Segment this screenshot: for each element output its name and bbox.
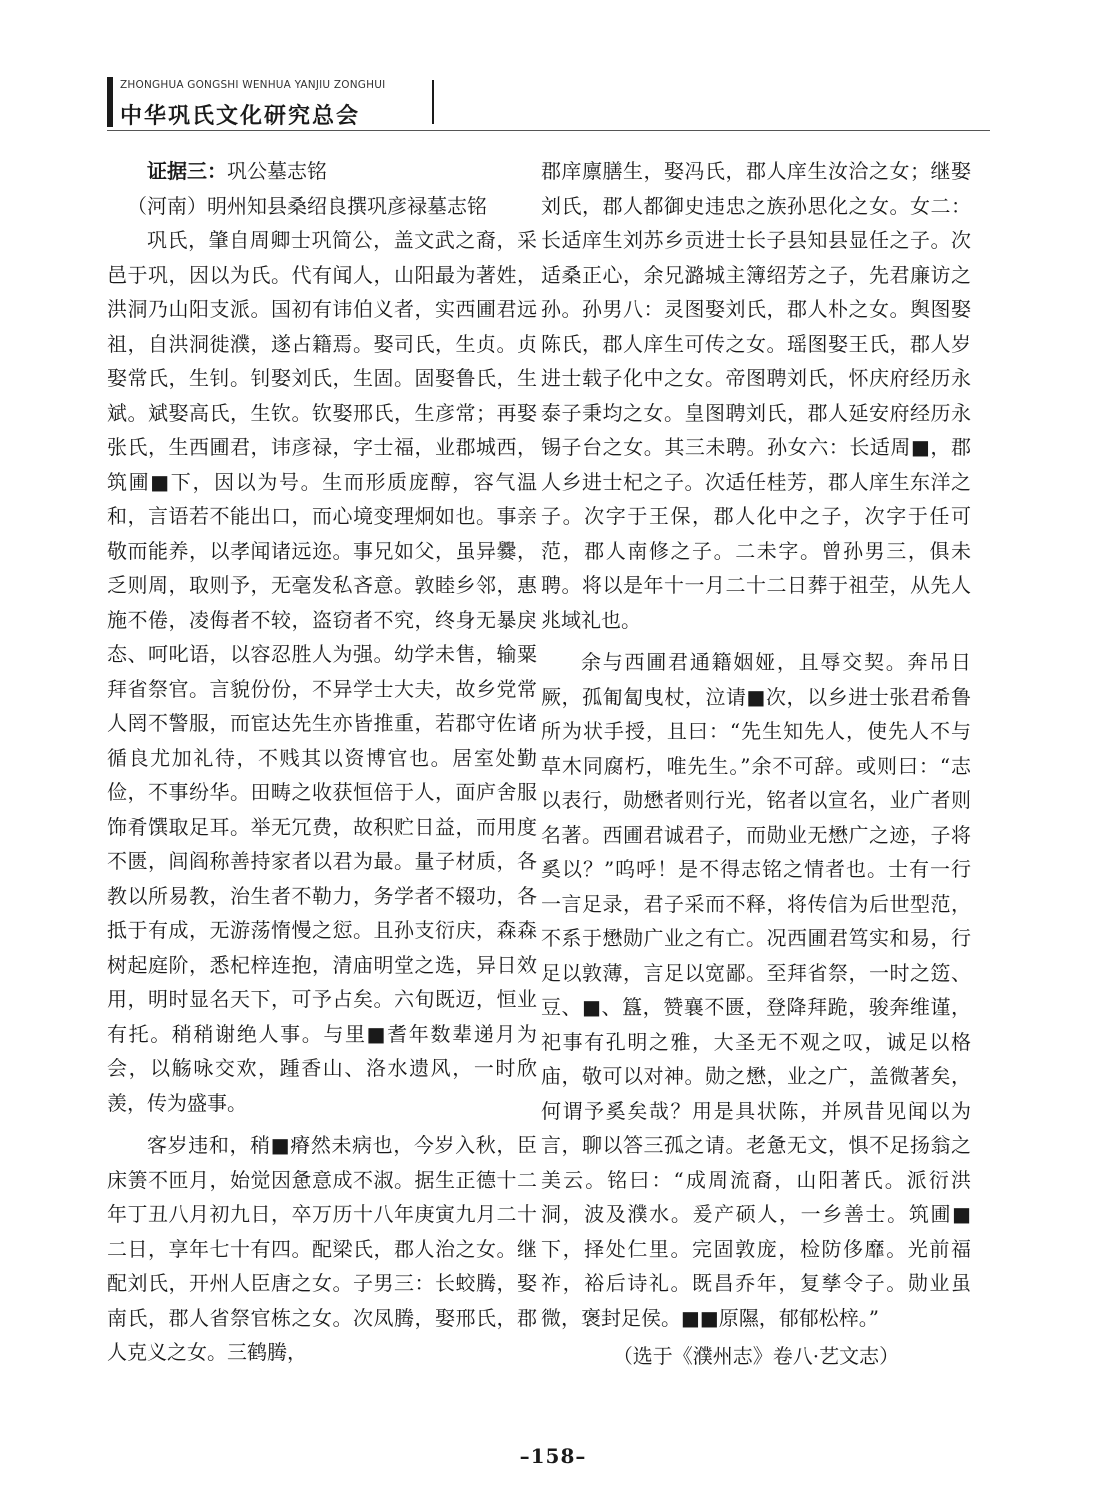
right-column [541, 154, 971, 1374]
header-rule [107, 130, 990, 131]
article-heading [107, 154, 537, 189]
header-title: 中华巩氏文化研究总会 [120, 103, 361, 129]
paragraph-3: 余与西圃君通籍姻娅，且辱交契。奔吊日厥，孤匍匐曳杖，泣请■次，以乡进士张君希鲁所为状手授，且曰：“先生知先人，使先人不与草木同腐朽，唯先生。”余不可辞。或则曰：“志以表行，勋懋者则行光，铭者以宣名，业广者则名著。西圃君诚君子，而勋业无懋广之迹，子将奚以？”呜呼！是不得志铭之情者也。士有一行一言足录，君子采而不释，将传信为后世型范，不系于懋勋广业之有亡。况西圃君笃实和易，行足以敦薄，言足以宽鄙。至拜省祭，一时之笾、豆、■、簋，赞襄不匮，登降拜跪，骏奔维谨，祀事有孔明之雅，大圣无不观之叹，诚足以格庙，敬可以对神。勋之懋，业之广，盖微著矣，何谓予奚矣哉？用是具状陈，并夙昔见闻以为言，聊以答三孤之请。老惫无文，惧不足扬翁之美云。铭曰：“成周流裔，山阳著氏。派衍洪洞，波及濮水。爰产硕人，一乡善士。筑圃■下，择处仁里。完固敦庞，检防侈靡。光前福祚，裕后诗礼。既昌乔年，复孳令子。勋业虽微，褒封足侯。■■原隰，郁郁松梓。” [541, 650, 971, 1330]
header-left-bar [107, 77, 113, 127]
header-pinyin: ZHONGHUA GONGSHI WENHUA YANJIU ZONGHUI [120, 79, 386, 91]
left-column [107, 154, 537, 1370]
paragraph-2: 客岁违和，稍■瘠然未病也，今岁入秋，臣床箦不匝月，始觉因惫意成不淑。据生正德十二年丁丑八月初九日，卒万历十八年庚寅九月二十二日，享年七十有四。配梁氏，郡人治之女。继配刘氏，开州人臣唐之女。子男三：长蛟腾，娶南氏，郡人省祭官栋之女。次凤腾，娶邢氏，郡人克义之女。三鹤腾， [107, 1133, 537, 1364]
heading-label: 证据三： [147, 159, 227, 183]
source-citation: （选于《濮州志》卷八·艺文志） [612, 1344, 900, 1368]
paragraph-continued: 郡庠廪膳生，娶冯氏，郡人庠生汝洽之女；继娶刘氏，郡人都御史违忠之族孙思化之女。女二：长适庠生刘苏乡贡进士长子县知县显任之子。次适桑正心，余兄潞城主簿绍芳之子，先君廉访之孙。孙男八：灵图娶刘氏，郡人朴之女。舆图娶陈氏，郡人庠生可传之女。瑶图娶王氏，郡人岁进士载子化中之女。帝图聘刘氏，怀庆府经历永泰子秉均之女。皇图聘刘氏，郡人延安府经历永锡子台之女。其三未聘。孙女六：长适周■，郡人乡进士杞之子。次适任桂芳，郡人庠生东洋之子。次字于王保，郡人化中之子，次字于任可范，郡人南修之子。二未字。曾孙男三，俱未聘。将以是年十一月二十二日葬于祖茔，从先人兆域礼也。 [541, 159, 971, 632]
article-subheading: （河南）明州知县桑绍良撰巩彦禄墓志铭 [127, 193, 487, 218]
paragraph-1: 巩氏，肇自周卿士巩简公，盖文武之裔，采邑于巩，因以为氏。代有闻人，山阳最为著姓，洪洞乃山阳支派。国初有讳伯义者，实西圃君远祖，自洪洞徙濮，遂占籍焉。娶司氏，生贞。贞娶常氏，生钊。钊娶刘氏，生固。固娶鲁氏，生斌。斌娶高氏，生钦。钦娶邢氏，生彦常；再娶张氏，生西圃君，讳彦禄，字士福，业郡城西，筑圃■下，因以为号。生而形质庞醇，容气温和，言语若不能出口，而心境变理炯如也。事亲敬而能养，以孝闻诸远迩。事兄如父，虽异爨，乏则周，取则予，无毫发私吝意。敦睦乡邻，惠施不倦，凌侮者不较，盗窃者不究，终身无暴戾态、呵叱语，以容忍胜人为强。幼学未售，输粟拜省祭官。言貌份份，不异学士大夫，故乡党常人罔不警服，而宦达先生亦皆推重，若郡守佐诸循良尤加礼待，不贱其以资博官也。居室处勤俭，不事纷华。田畴之收获恒倍于人，面庐舍服饰肴馔取足耳。举无冗费，故积贮日益，而用度不匮，闾阎称善持家者以君为最。量子材质，各教以所易教，治生者不勒力，务学者不辍功，各抵于有成，无游荡惰慢之愆。且孙支衍庆，森森树起庭阶，悉杞梓连抱，清庙明堂之选，异日效用，明时显名天下，可予占矣。六旬既迈，恒业有托。稍稍谢绝人事。与里■耆年数辈递月为会，以觞咏交欢，踵香山、洛水遗风，一时欣羡，传为盛事。 [107, 228, 537, 1115]
heading-title: 巩公墓志铭 [227, 159, 327, 183]
page-number: –158– [519, 1444, 587, 1468]
header-right-bar [432, 80, 434, 124]
